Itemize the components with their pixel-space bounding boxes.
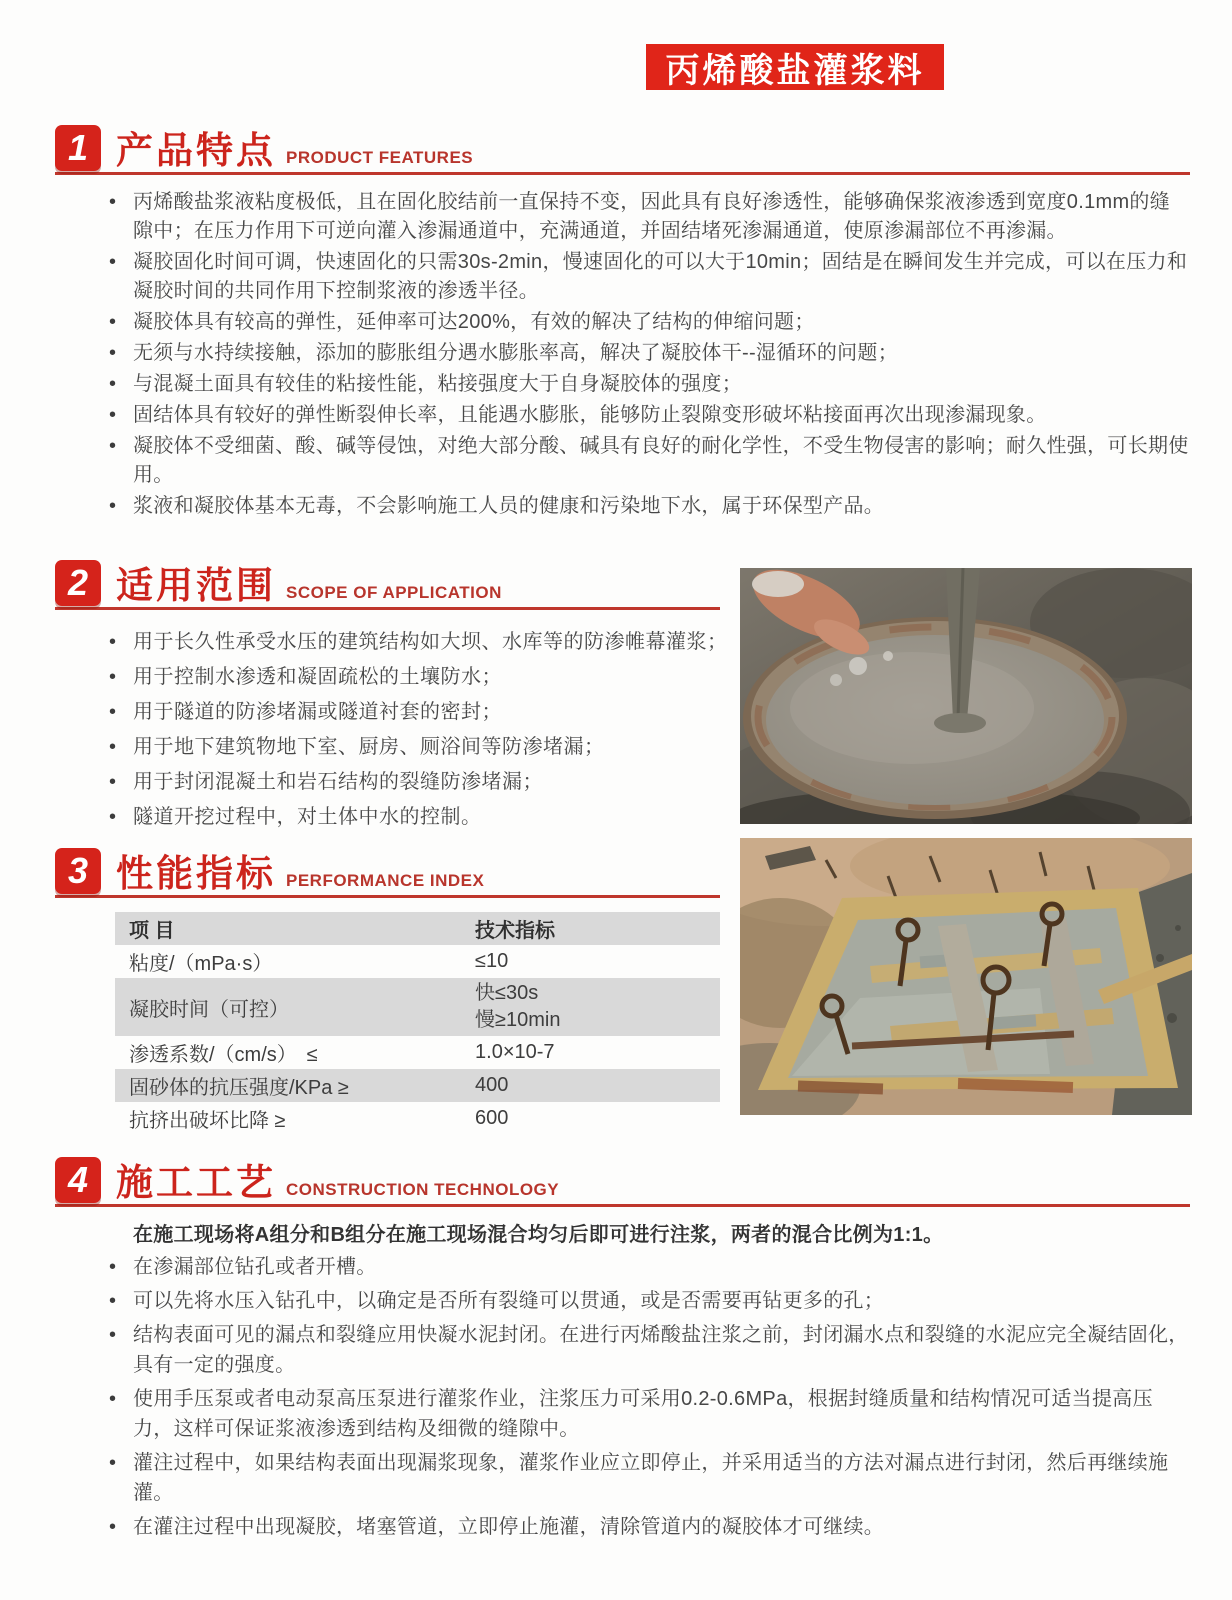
table-cell-value: 400 [475,1074,509,1096]
table-row [115,945,720,978]
section-title-zh: 施工工艺 [116,1162,276,1203]
list-item: • 凝胶固化时间可调，快速固化的只需30s-2min，慢速固化的可以大于10min；固结是在瞬间发生并完成，可以在压力和凝胶时间的共同作用下控制浆液的渗透半径。 [55,248,1190,306]
table-cell-value: 600 [475,1107,509,1129]
feature-list [55,188,1190,521]
table-cell-value: ≤10 [475,950,509,972]
table-row [115,1036,720,1069]
list-item: • 凝胶体具有较高的弹性，延伸率可达200%，有效的解决了结构的伸缩问题； [55,308,1190,337]
list-item: • 无须与水持续接触，添加的膨胀组分遇水膨胀率高，解决了凝胶体干--湿循环的问题； [55,339,1190,368]
section-title-en: SCOPE OF APPLICATION [286,583,502,602]
section-title-en: PRODUCT FEATURES [286,148,474,167]
value-line: 慢≥10min [475,1009,561,1031]
section-construction-technology [55,1152,1190,1546]
table-cell-value [461,978,720,1036]
table-cell-item: 粘度/（mPa·s） [129,953,273,975]
table-header-item: 项 目 [129,920,175,942]
list-item: • 在灌注过程中出现凝胶，堵塞管道，立即停止施灌，清除管道内的凝胶体才可继续。 [55,1512,1190,1542]
list-item: • 用于控制水渗透和凝固疏松的土壤防水； [55,662,740,692]
table-cell-item: 渗透系数/（cm/s） ≤ [129,1044,318,1066]
section-performance-index [55,843,720,1135]
list-item: • 用于隧道的防渗堵漏或隧道衬套的密封； [55,697,740,727]
table-cell-item: 固砂体的抗压强度/KPa ≥ [129,1077,349,1099]
section-product-features [55,120,1190,523]
table-header-row [115,912,720,945]
table-row [115,1069,720,1102]
section-number-badge: 3 [55,848,101,894]
table-cell-value: 1.0×10-7 [475,1041,555,1063]
list-item: • 用于长久性承受水压的建筑结构如大坝、水库等的防渗帷幕灌浆； [55,627,740,657]
table-cell-item: 凝胶时间（可控） [129,998,289,1021]
list-item: • 灌注过程中，如果结构表面出现漏浆现象，灌浆作业应立即停止，并采用适当的方法对漏点进行封闭，然后再继续施灌。 [55,1448,1190,1508]
performance-table [115,912,720,1135]
section-title-zh: 适用范围 [116,565,276,606]
section-header [55,555,720,610]
section-number-badge: 2 [55,560,101,606]
mixing-instruction: 在施工现场将A组分和B组分在施工现场混合均匀后即可进行注浆，两者的混合比例为1:1。 [133,1224,944,1246]
section-header [55,843,720,898]
section-number-badge: 4 [55,1157,101,1203]
section-header [55,1152,1190,1207]
section-title-zh: 性能指标 [116,853,276,894]
list-item: • 与混凝土面具有较佳的粘接性能，粘接强度大于自身凝胶体的强度； [55,370,1190,399]
list-item: • 使用手压泵或者电动泵高压泵进行灌浆作业，注浆压力可采用0.2-0.6MPa，根据封缝质量和结构情况可适当提高压力，这样可保证浆液渗透到结构及细微的缝隙中。 [55,1384,1190,1444]
section-title-en: CONSTRUCTION TECHNOLOGY [286,1180,560,1199]
section-header [55,120,1190,175]
list-item: • 用于封闭混凝土和岩石结构的裂缝防渗堵漏； [55,767,740,797]
grout-pouring-photo [740,568,1192,824]
list-item: • 丙烯酸盐浆液粘度极低，且在固化胶结前一直保持不变，因此具有良好渗透性，能够确保浆液渗透到宽度0.1mm的缝隙中；在压力作用下可逆向灌入渗漏通道中，充满通道，并固结堵死渗漏通道，使原渗漏部位不再渗漏。 [55,188,1190,246]
table-row [115,978,720,1036]
section-title-zh: 产品特点 [116,130,276,171]
section-scope-of-application [55,555,740,837]
table-header-value: 技术指标 [475,920,556,942]
section-number-badge: 1 [55,125,101,171]
section-title-en: PERFORMANCE INDEX [286,871,485,890]
value-line: 快≤30s [475,982,539,1004]
list-item: • 结构表面可见的漏点和裂缝应用快凝水泥封闭。在进行丙烯酸盐注浆之前，封闭漏水点和裂缝的水泥应完全凝结固化，具有一定的强度。 [55,1320,1190,1380]
list-item: • 固结体具有较好的弹性断裂伸长率，且能遇水膨胀，能够防止裂隙变形破坏粘接面再次出现渗漏现象。 [55,401,1190,430]
list-item: • 隧道开挖过程中，对土体中水的控制。 [55,802,740,832]
list-item: • 凝胶体不受细菌、酸、碱等侵蚀，对绝大部分酸、碱具有良好的耐化学性，不受生物侵害的影响；耐久性强，可长期使用。 [55,432,1190,490]
list-item: • 浆液和凝胶体基本无毒，不会影响施工人员的健康和污染地下水，属于环保型产品。 [55,492,1190,521]
list-item: • 用于地下建筑物地下室、厨房、厕浴间等防渗堵漏； [55,732,740,762]
list-item: • 可以先将水压入钻孔中，以确定是否所有裂缝可以贯通，或是否需要再钻更多的孔； [55,1286,1190,1316]
table-cell-item: 抗挤出破坏比降 ≥ [129,1110,286,1132]
product-title-banner: 丙烯酸盐灌浆料 [646,44,944,90]
construction-steps-list [55,1252,1190,1542]
list-item: • 在渗漏部位钻孔或者开槽。 [55,1252,1190,1282]
application-list [55,627,740,832]
table-row [115,1102,720,1135]
formwork-grouting-photo [740,838,1192,1115]
